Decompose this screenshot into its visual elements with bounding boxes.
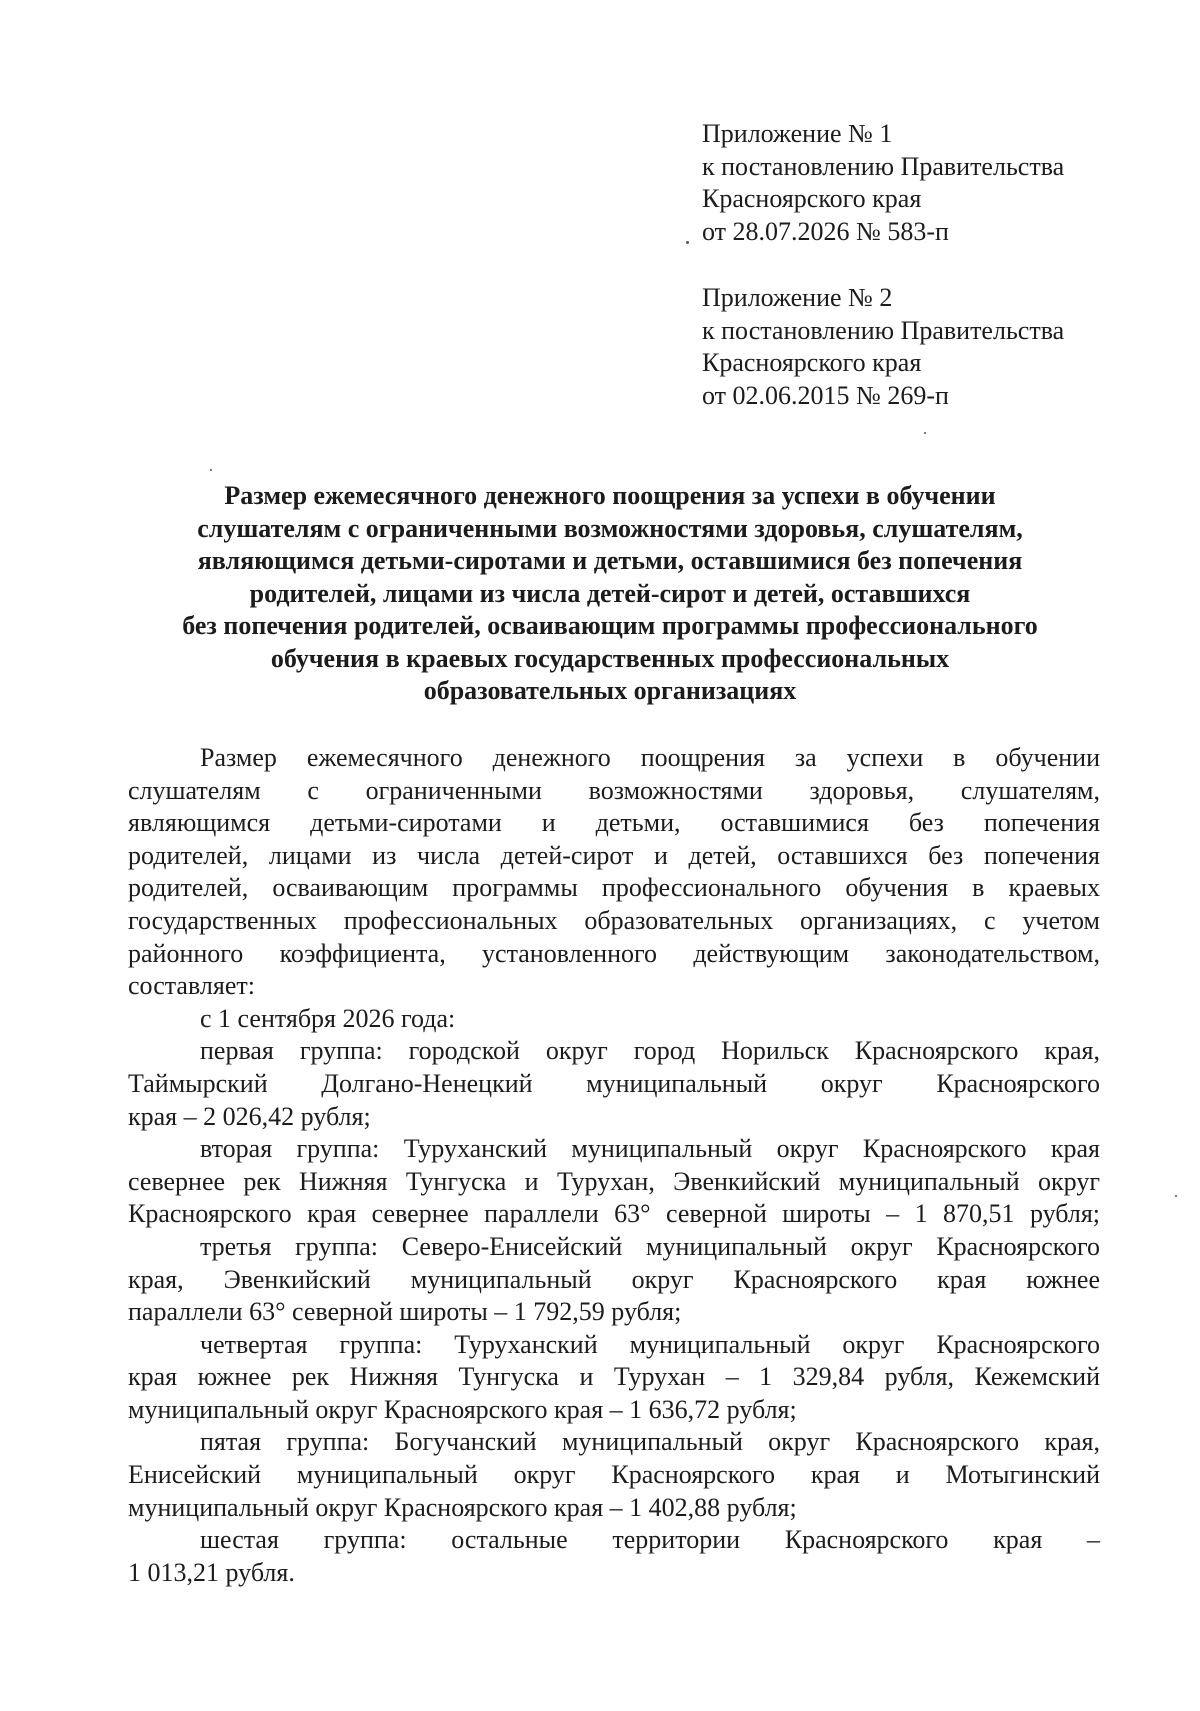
document-title bbox=[128, 480, 1092, 708]
appendix-1-title: Приложение № 1 bbox=[702, 119, 893, 148]
group-paragraph-3 bbox=[128, 1231, 1100, 1329]
intro-line: составляет: bbox=[128, 971, 255, 1001]
document-body bbox=[128, 742, 1100, 1589]
appendix-1-resolution: к постановлению Правительства bbox=[702, 151, 1065, 181]
appendix-1-header bbox=[702, 118, 1064, 248]
intro-line: родителей, лицами из числа детей-сирот и детей, оставшихся без попечения bbox=[128, 840, 1100, 870]
effective-date: с 1 сентября 2026 года: bbox=[200, 1003, 456, 1033]
group-line: Таймырский Долгано-Ненецкий муниципальный округ Красноярского bbox=[128, 1068, 1100, 1098]
title-line: обучения в краевых государственных профессиональных bbox=[270, 643, 950, 673]
group-paragraph-1 bbox=[128, 1035, 1100, 1133]
intro-line: родителей, осваивающим программы профессионального обучения в краевых bbox=[128, 873, 1100, 903]
group-line: первая группа: городской округ город Норильск Красноярского края, bbox=[200, 1036, 1100, 1066]
appendix-2-resolution: к постановлению Правительства bbox=[702, 315, 1065, 345]
group-line: вторая группа: Туруханский муниципальный округ Красноярского края bbox=[200, 1134, 1100, 1164]
group-line: 1 013,21 рубля. bbox=[128, 1557, 295, 1587]
group-paragraph-2 bbox=[128, 1133, 1100, 1231]
group-line: Енисейский муниципальный округ Красноярского края и Мотыгинский bbox=[128, 1460, 1100, 1490]
group-line: муниципальный округ Красноярского края – 1 402,88 рубля; bbox=[128, 1492, 797, 1522]
group-line: края – 2 026,42 рубля; bbox=[128, 1101, 371, 1131]
intro-line: районного коэффициента, установленного действующим законодательством, bbox=[128, 938, 1100, 968]
title-line: слушателям с ограниченными возможностями здоровья, слушателям, bbox=[197, 513, 1023, 543]
group-line: края южнее рек Нижняя Тунгуска и Турухан – 1 329,84 рубля, Кежемский bbox=[128, 1362, 1100, 1392]
appendix-2-region: Красноярского края bbox=[702, 348, 922, 377]
group-line: севернее рек Нижняя Тунгуска и Турухан, Эвенкийский муниципальный округ bbox=[128, 1166, 1100, 1196]
intro-line: являющимся детьми-сиротами и детьми, оставшимися без попечения bbox=[128, 808, 1100, 838]
scan-speck bbox=[924, 432, 926, 434]
intro-line: государственных профессиональных образовательных организациях, с учетом bbox=[128, 905, 1100, 935]
title-line: родителей, лицами из числа детей-сирот и детей, оставшихся bbox=[249, 578, 971, 608]
intro-paragraph bbox=[128, 742, 1100, 1003]
group-line: четвертая группа: Туруханский муниципальный округ Красноярского bbox=[200, 1329, 1100, 1359]
intro-line: Размер ежемесячного денежного поощрения за успехи в обучении bbox=[200, 743, 1100, 772]
intro-line: слушателям с ограниченными возможностями здоровья, слушателям, bbox=[128, 775, 1100, 805]
title-line: образовательных организациях bbox=[423, 676, 797, 705]
group-line: Красноярского края севернее параллели 63° северной широты – 1 870,51 рубля; bbox=[128, 1199, 1100, 1229]
group-line: края, Эвенкийский муниципальный округ Красноярского края южнее bbox=[128, 1264, 1100, 1294]
group-line: пятая группа: Богучанский муниципальный округ Красноярского края, bbox=[200, 1427, 1100, 1457]
group-paragraph-4 bbox=[128, 1329, 1100, 1427]
scan-speck bbox=[1175, 1195, 1177, 1197]
title-line: Размер ежемесячного денежного поощрения за успехи в обучении bbox=[224, 481, 996, 510]
title-line: являющимся детьми-сиротами и детьми, оставшимися без попечения bbox=[197, 546, 1023, 575]
appendix-2-date: от 02.06.2015 № 269-п bbox=[702, 380, 949, 410]
appendix-1-date: от 28.07.2026 № 583-п bbox=[702, 216, 949, 246]
group-paragraph-6 bbox=[128, 1524, 1100, 1589]
group-paragraph-5 bbox=[128, 1426, 1100, 1524]
title-line: без попечения родителей, осваивающим программы профессионального bbox=[182, 611, 1038, 640]
appendix-1-region: Красноярского края bbox=[702, 184, 922, 213]
group-line: третья группа: Северо-Енисейский муниципальный округ Красноярского bbox=[200, 1231, 1100, 1261]
group-line: шестая группа: остальные территории Красноярского края – bbox=[200, 1525, 1100, 1555]
group-line: параллели 63° северной широты – 1 792,59 рубля; bbox=[128, 1297, 682, 1327]
appendix-2-header bbox=[702, 282, 1064, 412]
effective-date-paragraph bbox=[128, 1003, 1100, 1036]
scan-speck bbox=[686, 241, 689, 244]
appendix-2-title: Приложение № 2 bbox=[702, 283, 893, 312]
group-line: муниципальный округ Красноярского края – 1 636,72 рубля; bbox=[128, 1394, 797, 1424]
scan-speck bbox=[210, 469, 212, 471]
